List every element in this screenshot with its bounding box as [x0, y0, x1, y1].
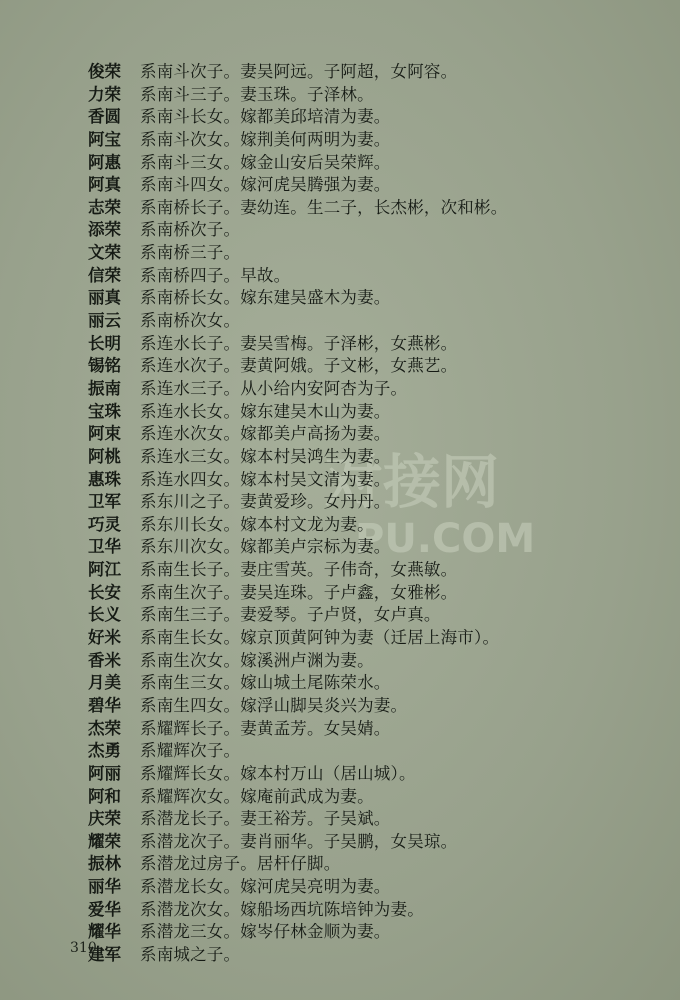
entry-name: 志荣 [88, 197, 121, 217]
genealogy-entry [88, 129, 648, 152]
genealogy-entry [88, 831, 648, 854]
entry-name: 添荣 [88, 220, 121, 240]
watermark-line-1: 对接网 [325, 448, 500, 516]
entry-description: 系南斗四女。嫁河虎吴腾强为妻。 [140, 175, 391, 195]
entry-description: 系南生长女。嫁京顶黄阿钟为妻（迁居上海市）。 [140, 628, 500, 648]
entry-name: 香圆 [88, 107, 121, 127]
entry-description: 系耀辉次子。 [140, 741, 241, 761]
entry-description: 系南生次子。妻吴连珠。子卢鑫，女雅彬。 [140, 582, 458, 602]
entry-name: 卫军 [88, 492, 121, 512]
genealogy-entry [88, 650, 648, 673]
entry-name: 庆荣 [88, 809, 121, 829]
entry-name: 巧灵 [88, 514, 121, 534]
entry-name: 长安 [88, 582, 121, 602]
genealogy-entry [88, 197, 648, 220]
entry-name: 宝珠 [88, 401, 121, 421]
genealogy-entry [88, 876, 648, 899]
genealogy-entry [88, 740, 648, 763]
entry-name: 好米 [88, 628, 121, 648]
genealogy-entry [88, 423, 648, 446]
entry-description: 系耀辉长女。嫁本村万山（居山城）。 [140, 763, 416, 783]
entry-description: 系南生长子。妻庄雪英。子伟奇，女燕敏。 [140, 560, 458, 580]
watermark-line-2: PU.COM [355, 516, 536, 560]
entry-description: 系连水三子。从小给内安阿杏为子。 [140, 378, 408, 398]
genealogy-entry [88, 333, 648, 356]
entry-name: 阿宝 [88, 129, 121, 149]
entry-name: 卫华 [88, 537, 121, 557]
genealogy-entry [88, 718, 648, 741]
entry-description: 系南斗次子。妻吴阿远。子阿超，女阿容。 [140, 62, 458, 81]
genealogy-entry [88, 559, 648, 582]
genealogy-entry [88, 921, 648, 944]
entry-name: 丽真 [88, 288, 121, 308]
entry-description: 系南桥次子。 [140, 220, 241, 240]
entry-description: 系耀辉次女。嫁庵前武成为妻。 [140, 786, 374, 806]
genealogy-entry [88, 174, 648, 197]
entry-description: 系潜龙过房子。居杆仔脚。 [140, 854, 341, 874]
entry-description: 系南桥次女。 [140, 311, 241, 331]
entry-name: 阿丽 [88, 763, 121, 783]
entry-description: 系南斗三子。妻玉珠。子泽林。 [140, 84, 374, 104]
entry-name: 杰荣 [88, 718, 121, 738]
entry-name: 锡铭 [88, 356, 121, 376]
entry-description: 系南生四女。嫁浮山脚吴炎兴为妻。 [140, 695, 408, 715]
genealogy-entry [88, 152, 648, 175]
genealogy-entry-list [88, 61, 648, 967]
entry-description: 系潜龙三女。嫁岑仔林金顺为妻。 [140, 922, 391, 942]
genealogy-entry [88, 446, 648, 469]
genealogy-entry [88, 355, 648, 378]
entry-description: 系潜龙长女。嫁河虎吴亮明为妻。 [140, 877, 391, 897]
genealogy-entry [88, 61, 648, 84]
entry-description: 系南桥四子。早故。 [140, 265, 291, 285]
genealogy-entry [88, 310, 648, 333]
entry-description: 系潜龙次子。妻肖丽华。子吴鹏，女吴琼。 [140, 831, 458, 851]
entry-name: 阿真 [88, 175, 121, 195]
entry-name: 丽华 [88, 877, 121, 897]
entry-description: 系南桥长女。嫁东建吴盛木为妻。 [140, 288, 391, 308]
entry-description: 系南桥长子。妻幼连。生二子，长杰彬，次和彬。 [140, 197, 508, 217]
genealogy-entry [88, 763, 648, 786]
entry-description: 系南生三子。妻爱琴。子卢贤，女卢真。 [140, 605, 441, 625]
entry-name: 振林 [88, 854, 121, 874]
genealogy-entry [88, 469, 648, 492]
entry-description: 系连水次子。妻黄阿娥。子文彬，女燕艺。 [140, 356, 458, 376]
entry-name: 阿桃 [88, 446, 121, 466]
genealogy-entry [88, 106, 648, 129]
genealogy-entry [88, 808, 648, 831]
entry-description: 系耀辉长子。妻黄孟芳。女吴婧。 [140, 718, 391, 738]
genealogy-entry [88, 491, 648, 514]
genealogy-entry [88, 786, 648, 809]
genealogy-entry [88, 242, 648, 265]
page-number: 310 [70, 940, 97, 956]
entry-description: 系南斗长女。嫁都美邱培清为妻。 [140, 107, 391, 127]
entry-description: 系潜龙长子。妻王裕芳。子吴斌。 [140, 809, 391, 829]
entry-name: 惠珠 [88, 469, 121, 489]
entry-description: 系南生次女。嫁溪洲卢渊为妻。 [140, 650, 374, 670]
genealogy-entry [88, 219, 648, 242]
entry-description: 系连水次女。嫁都美卢高扬为妻。 [140, 424, 391, 444]
entry-name: 阿江 [88, 560, 121, 580]
entry-name: 阿惠 [88, 152, 121, 172]
genealogy-entry [88, 853, 648, 876]
genealogy-entry [88, 514, 648, 537]
entry-name: 阿和 [88, 786, 121, 806]
entry-name: 长明 [88, 333, 121, 353]
genealogy-entry [88, 944, 648, 967]
entry-name: 爱华 [88, 899, 121, 919]
genealogy-entry [88, 899, 648, 922]
genealogy-entry [88, 536, 648, 559]
entry-description: 系南桥三子。 [140, 243, 241, 263]
entry-name: 杰勇 [88, 741, 121, 761]
genealogy-entry [88, 604, 648, 627]
genealogy-entry [88, 378, 648, 401]
genealogy-entry [88, 401, 648, 424]
entry-name: 力荣 [88, 84, 121, 104]
genealogy-entry [88, 265, 648, 288]
entry-name: 碧华 [88, 695, 121, 715]
entry-description: 系东川次女。嫁都美卢宗标为妻。 [140, 537, 391, 557]
entry-name: 振南 [88, 378, 121, 398]
entry-description: 系东川之子。妻黄爱珍。女丹丹。 [140, 492, 391, 512]
entry-name: 建军 [88, 944, 121, 964]
entry-name: 丽云 [88, 311, 121, 331]
entry-description: 系潜龙次女。嫁船场西坑陈培钟为妻。 [140, 899, 424, 919]
entry-description: 系南斗次女。嫁荆美何两明为妻。 [140, 129, 391, 149]
entry-description: 系连水长子。妻吴雪梅。子泽彬，女燕彬。 [140, 333, 458, 353]
entry-name: 月美 [88, 673, 121, 693]
entry-name: 耀荣 [88, 831, 121, 851]
entry-name: 文荣 [88, 243, 121, 263]
genealogy-entry [88, 627, 648, 650]
genealogy-entry [88, 84, 648, 107]
genealogy-entry [88, 695, 648, 718]
entry-name: 长义 [88, 605, 121, 625]
entry-name: 耀华 [88, 922, 121, 942]
genealogy-entry [88, 287, 648, 310]
entry-description: 系南城之子。 [140, 944, 241, 964]
entry-description: 系连水四女。嫁本村吴文清为妻。 [140, 469, 391, 489]
entry-name: 阿束 [88, 424, 121, 444]
entry-name: 信荣 [88, 265, 121, 285]
entry-description: 系南生三女。嫁山城土尾陈荣水。 [140, 673, 391, 693]
genealogy-entry [88, 672, 648, 695]
entry-name: 俊荣 [88, 62, 121, 81]
entry-description: 系连水长女。嫁东建吴木山为妻。 [140, 401, 391, 421]
entry-name: 香米 [88, 650, 121, 670]
entry-description: 系东川长女。嫁本村文龙为妻。 [140, 514, 374, 534]
entry-description: 系连水三女。嫁本村吴鸿生为妻。 [140, 446, 391, 466]
entry-description: 系南斗三女。嫁金山安后吴荣辉。 [140, 152, 391, 172]
genealogy-entry [88, 582, 648, 605]
